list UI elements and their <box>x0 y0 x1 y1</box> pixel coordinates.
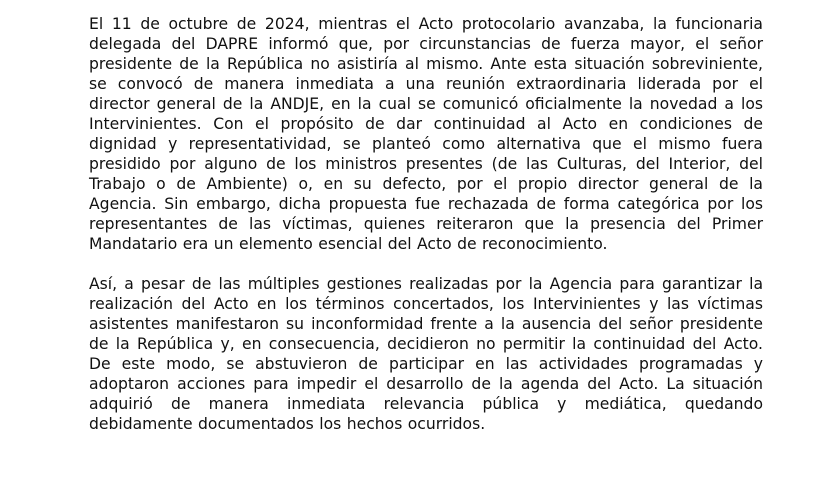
paragraph-spacer <box>89 254 763 274</box>
paragraph-2: Así, a pesar de las múltiples gestiones realizadas por la Agencia para garantizar la realización del Acto en los términos concertados, los Intervinientes y las víctimas asistentes manifestaron su inconformidad frente a la ausencia del señor presidente de la República y, en consecuencia, decidieron no permitir la continuidad del Acto. De este modo, se abstuvieron de participar en las actividades programadas y adoptaron acciones para impedir el desarrollo de la agenda del Acto. La situación adquirió de manera inmediata relevancia pública y mediática, quedando debidamente documentados los hechos ocurridos. <box>89 275 763 433</box>
document-body <box>89 14 763 434</box>
paragraph-1: El 11 de octubre de 2024, mientras el Acto protocolario avanzaba, la funcionaria delegada del DAPRE informó que, por circunstancias de fuerza mayor, el señor presidente de la República no asistiría al mismo. Ante esta situación sobreviniente, se convocó de manera inmediata a una reunión extraordinaria liderada por el director general de la ANDJE, en la cual se comunicó oficialmente la novedad a los Intervinientes. Con el propósito de dar continuidad al Acto en condiciones de dignidad y representatividad, se planteó como alternativa que el mismo fuera presidido por alguno de los ministros presentes (de las Culturas, del Interior, del Trabajo o de Ambiente) o, en su defecto, por el propio director general de la Agencia. Sin embargo, dicha propuesta fue rechazada de forma categórica por los representantes de las víctimas, quienes reiteraron que la presencia del Primer Mandatario era un elemento esencial del Acto de reconocimiento. <box>89 15 763 253</box>
